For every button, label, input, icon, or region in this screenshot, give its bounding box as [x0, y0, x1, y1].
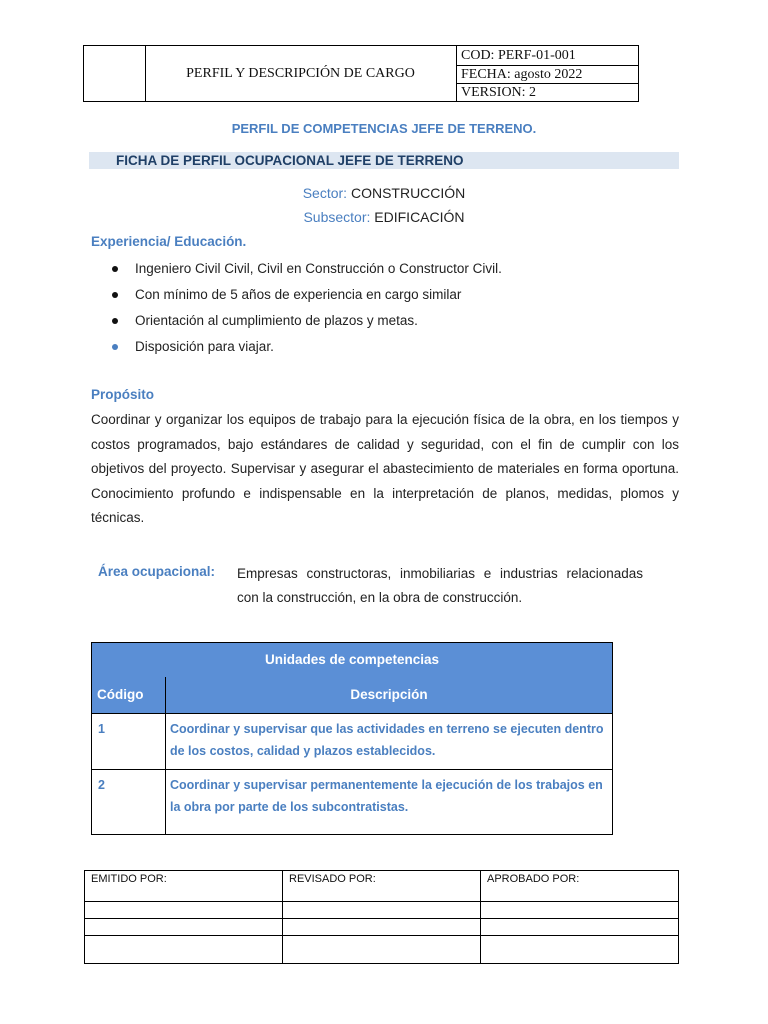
firma-cell — [283, 919, 481, 936]
firma-cell — [283, 936, 481, 964]
aprobado-label: APROBADO POR: — [481, 871, 679, 902]
list-item: Con mínimo de 5 años de experiencia en cargo similar — [107, 285, 502, 311]
revisado-label: REVISADO POR: — [283, 871, 481, 902]
table-row — [92, 714, 613, 770]
document-title: PERFIL DE COMPETENCIAS JEFE DE TERRENO. — [231, 121, 537, 136]
sector-value: CONSTRUCCIÓN — [350, 185, 466, 201]
header-meta — [457, 46, 638, 101]
firma-cell — [85, 902, 283, 919]
competencias-table — [91, 642, 613, 835]
experiencia-list — [107, 259, 502, 363]
list-item: Orientación al cumplimiento de plazos y metas. — [107, 311, 502, 337]
header-cod: COD: PERF-01-001 — [461, 48, 576, 63]
subsector-label: Subsector: — [303, 209, 371, 225]
list-item: Ingeniero Civil Civil, Civil en Construcción o Constructor Civil. — [107, 259, 502, 285]
logo-cell — [84, 46, 146, 101]
col-codigo-header: Código — [92, 677, 166, 714]
emitido-label: EMITIDO POR: — [85, 871, 283, 902]
proposito-text: Coordinar y organizar los equipos de trabajo para la ejecución física de la obra, en los tiempos y costos programados, bajo estándares de calidad y seguridad, con el fin de cumplir con los objetivos del proyecto. Supervisar y asegurar el abastecimiento de materiales en forma oportuna. Conocimiento profundo e indispensable en la interpretación de planos, medidas, plomos y técnicas. — [91, 412, 679, 526]
competencias-title: Unidades de competencias — [92, 643, 613, 677]
col-descripcion-header: Descripción — [166, 677, 613, 714]
section-band — [89, 152, 679, 169]
codigo-cell: 2 — [92, 770, 166, 835]
firma-cell — [481, 902, 679, 919]
bullet-icon — [112, 292, 118, 298]
table-row — [92, 770, 613, 835]
codigo-cell: 1 — [92, 714, 166, 770]
experiencia-heading: Experiencia/ Educación. — [91, 234, 247, 249]
descripcion-cell: Coordinar y supervisar permanentemente la ejecución de los trabajos en la obra por parte de los subcontratistas. — [166, 770, 613, 835]
area-label: Área ocupacional: — [98, 564, 216, 579]
bullet-icon — [112, 318, 118, 324]
descripcion-cell: Coordinar y supervisar que las actividades en terreno se ejecuten dentro de los costos, calidad y plazos establecidos. — [166, 714, 613, 770]
firma-cell — [85, 919, 283, 936]
list-item: Disposición para viajar. — [107, 337, 502, 363]
subsector-value: EDIFICACIÓN — [374, 209, 465, 225]
document-header — [83, 45, 639, 102]
sector-label: Sector: — [302, 185, 348, 201]
firma-cell — [283, 902, 481, 919]
bullet-icon — [112, 266, 118, 272]
area-text: Empresas constructoras, inmobiliarias e industrias relacionadas con la construcción, en la obra de construcción. — [237, 566, 643, 605]
subsector-line — [0, 209, 768, 225]
firma-cell — [85, 936, 283, 964]
header-fecha: FECHA: agosto 2022 — [457, 65, 638, 83]
bullet-icon — [112, 344, 118, 350]
header-version: VERSION: 2 — [457, 83, 638, 101]
band-title: FICHA DE PERFIL OCUPACIONAL JEFE DE TERRENO — [116, 153, 464, 168]
firma-cell — [481, 936, 679, 964]
firma-cell — [481, 919, 679, 936]
sector-line — [0, 185, 768, 201]
proposito-heading: Propósito — [91, 387, 154, 402]
header-title: PERFIL Y DESCRIPCIÓN DE CARGO — [145, 46, 457, 101]
firmas-table — [84, 870, 679, 964]
